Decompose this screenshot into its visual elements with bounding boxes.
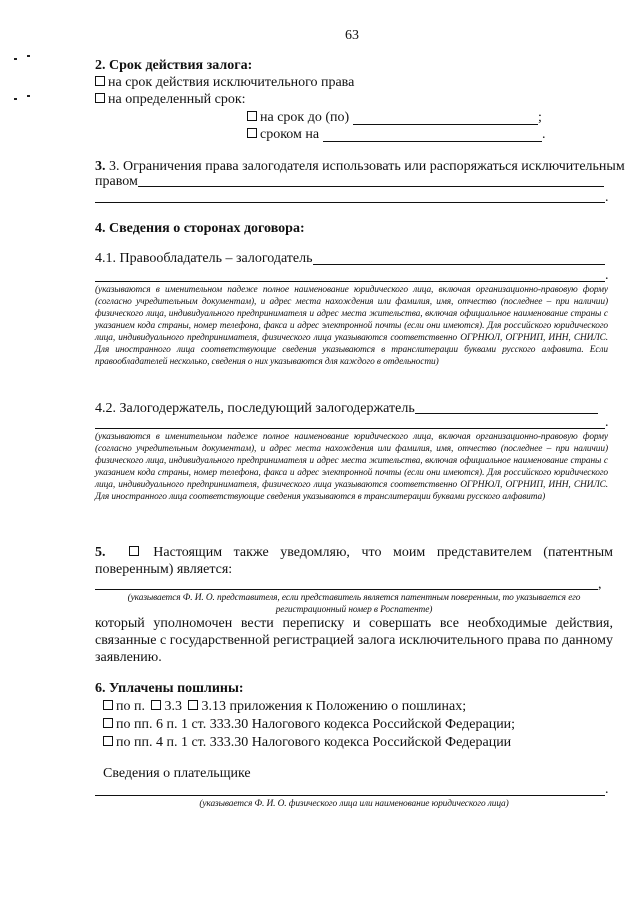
fee-option-regulation[interactable]: по п. 3.3 3.13 приложения к Положению о пошлинах; xyxy=(103,699,466,715)
section-6-title: 6. Уплачены пошлины: xyxy=(95,681,244,696)
pledgee-field[interactable] xyxy=(415,413,598,414)
rightholder-field[interactable] xyxy=(313,264,605,265)
section-2-title: 2. Срок действия залога: xyxy=(95,58,253,73)
restrictions-field[interactable] xyxy=(138,186,604,187)
fee-option-tax-code-4[interactable]: по пп. 4 п. 1 ст. 333.30 Налогового кодекса Российской Федерации xyxy=(103,735,511,751)
punct: . xyxy=(605,415,609,430)
section-3-text2: правом xyxy=(95,174,138,189)
punct: ; xyxy=(538,110,542,125)
scan-mark xyxy=(27,55,30,57)
checkbox[interactable] xyxy=(151,700,161,710)
rightholder-field-2[interactable] xyxy=(95,281,605,282)
scan-mark xyxy=(14,98,17,100)
punct: . xyxy=(542,127,546,142)
payer-field[interactable] xyxy=(95,795,605,796)
checkbox[interactable] xyxy=(95,93,105,103)
rightholder-note: (указываются в именительном падеже полное наименование юридического лица, включая организационно-правовую форму (согласно учредительным документам), и адрес места нахождения или фамилия, имя, отчество (последнее – при наличии) физического лица, индивидуального предпринимателя и адрес места жительства, включая официальное наименование страны с указанием кода страны, номер телефона, факса и адрес электронной почты (если они имеются). Для российского юридического лица, индивидуального предпринимателя, физического лица указываются соответственно ОГРНЮЛ, ОГРНИП, ИНН, СНИЛС. Для иностранного лица соответствующие сведения указываются в транслитерации буквами русского алфавита. Если правообладателей несколько, сведения о них указываются для каждого в отдельности) xyxy=(95,285,608,367)
checkbox[interactable] xyxy=(95,76,105,86)
option-exclusive-right-term[interactable]: на срок действия исключительного права xyxy=(95,75,354,91)
option-term-until[interactable]: на срок до (по) xyxy=(247,110,349,126)
checkbox[interactable] xyxy=(247,111,257,121)
checkbox[interactable] xyxy=(103,736,113,746)
pledgee-field-2[interactable] xyxy=(95,428,605,429)
section-4-2-title: 4.2. Залогодержатель, последующий залогодержатель xyxy=(95,401,415,416)
payer-title: Сведения о плательщике xyxy=(103,766,251,781)
punct: , xyxy=(598,577,602,592)
checkbox[interactable] xyxy=(188,700,198,710)
fee-option-tax-code-6[interactable]: по пп. 6 п. 1 ст. 333.30 Налогового кодекса Российской Федерации; xyxy=(103,717,515,733)
representative-field[interactable] xyxy=(95,589,598,590)
section-4-1-title: 4.1. Правообладатель – залогодатель xyxy=(95,251,313,266)
punct: . xyxy=(605,782,609,797)
scan-mark xyxy=(14,58,17,60)
section-5-text: 5. Настоящим также уведомляю, что моим представителем (патентным поверенным) является: xyxy=(95,545,614,577)
page-number: 63 xyxy=(345,28,359,43)
option-fixed-term[interactable]: на определенный срок: xyxy=(95,92,246,108)
section-3-text: 3. 3. Ограничения права залогодателя использовать или распоряжаться исключительным xyxy=(95,159,625,174)
section-5-continuation: который уполномочен вести переписку и совершать все необходимые действия, связанные с государственной регистрацией залога исключительного права по данному заявлению. xyxy=(95,616,613,665)
representative-note: (указывается Ф. И. О. представителя, если представитель является патентным поверенным, то указывается его регистрационный номер в Роспатенте) xyxy=(127,593,581,615)
option-term-for[interactable]: сроком на xyxy=(247,127,319,143)
term-until-field[interactable] xyxy=(353,124,538,125)
checkbox[interactable] xyxy=(103,718,113,728)
checkbox[interactable] xyxy=(129,546,139,556)
section-4-title: 4. Сведения о сторонах договора: xyxy=(95,221,305,236)
payer-note: (указывается Ф. И. О. физического лица или наименование юридического лица) xyxy=(199,799,509,809)
scan-mark xyxy=(27,95,30,97)
checkbox[interactable] xyxy=(103,700,113,710)
punct: . xyxy=(605,268,609,283)
restrictions-field-2[interactable] xyxy=(95,202,605,203)
checkbox[interactable] xyxy=(247,128,257,138)
pledgee-note: (указываются в именительном падеже полное наименование юридического лица, включая организационно-правовую форму (согласно учредительным документам), и адрес места нахождения или фамилия, имя, отчество (последнее – при наличии) физического лица, индивидуального предпринимателя и адрес места жительства, включая официальное наименование страны с указанием кода страны, номер телефона, факса и адрес электронной почты (если они имеются). Для российского юридического лица, индивидуального предпринимателя, физического лица указываются соответственно ОГРНЮЛ, ОГРНИП, ИНН, СНИЛС. Для иностранного лица соответствующие сведения указываются в транслитерации буквами русского алфавита) xyxy=(95,432,608,502)
term-for-field[interactable] xyxy=(323,141,542,142)
punct: . xyxy=(605,190,609,205)
